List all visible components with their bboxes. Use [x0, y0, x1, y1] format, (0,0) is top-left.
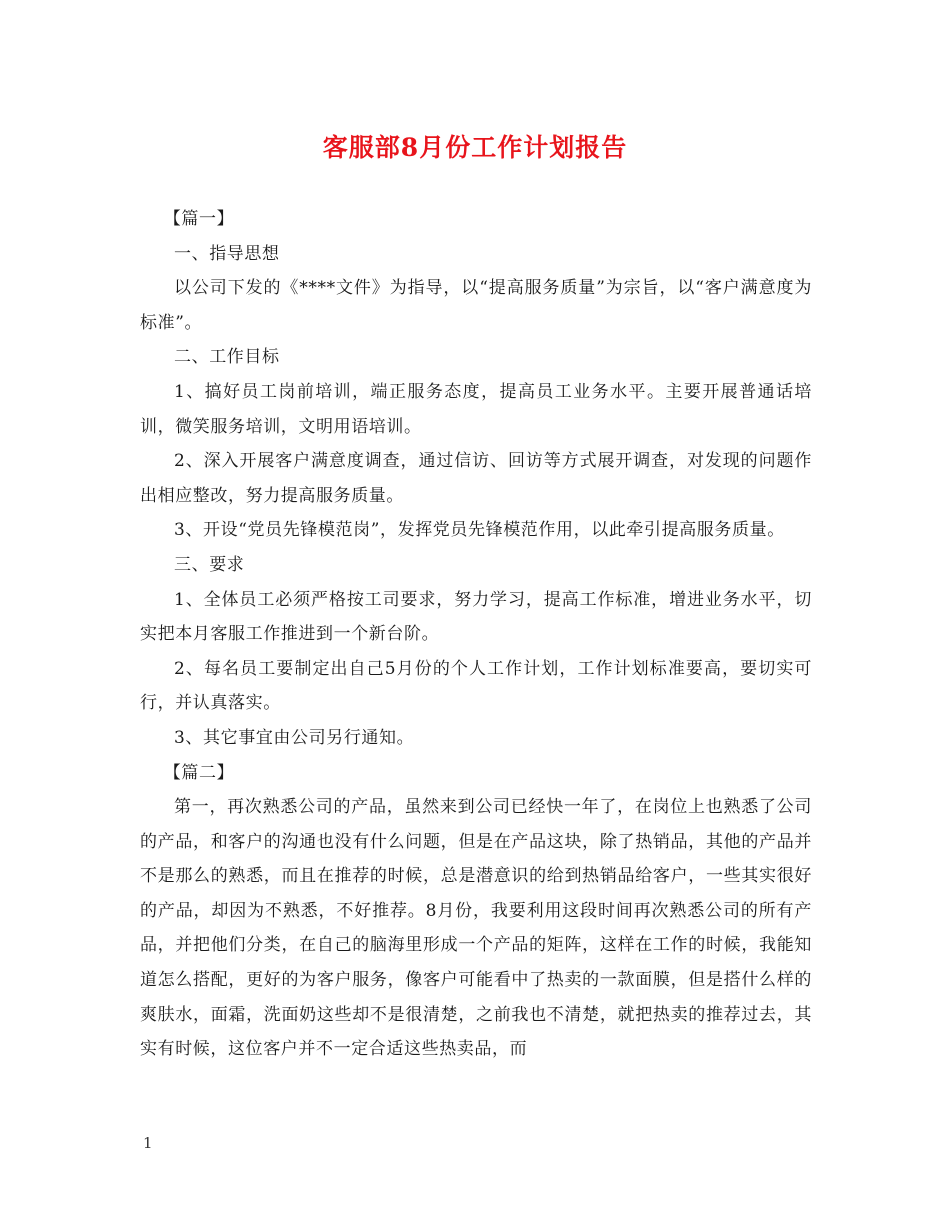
paragraph: 2、深入开展客户满意度调查，通过信访、回访等方式展开调查，对发现的问题作出相应整改，努力提高服务质量。	[140, 451, 812, 506]
paragraph: 2、每名员工要制定出自己5月份的个人工作计划，工作计划标准要高，要切实可行，并认真落实。	[140, 658, 812, 714]
document-body	[140, 202, 812, 1067]
paragraph: 3、开设“党员先锋模范岗”，发挥党员先锋模范作用，以此牵引提高服务质量。	[174, 520, 785, 541]
section-heading-part-two: 【篇二】	[163, 762, 235, 783]
document-title: 客服部8月份工作计划报告	[322, 133, 628, 162]
subheading-guiding-thought: 一、指导思想	[174, 243, 280, 264]
paragraph: 3、其它事宜由公司另行通知。	[174, 727, 415, 748]
paragraph: 1、全体员工必须严格按工司要求，努力学习，提高工作标准，增进业务水平，切实把本月客服工作推进到一个新台阶。	[140, 589, 812, 645]
section-heading-part-one: 【篇一】	[163, 209, 235, 229]
subheading-work-goals: 二、工作目标	[174, 347, 280, 368]
paragraph: 以公司下发的《****文件》为指导，以“提高服务质量”为宗旨，以“客户满意度为标准”。	[140, 278, 812, 333]
page-number: 1	[143, 1134, 153, 1152]
paragraph: 1、搞好员工岗前培训，端正服务态度，提高员工业务水平。主要开展普通话培训，微笑服务培训，文明用语培训。	[140, 381, 812, 437]
paragraph: 第一，再次熟悉公司的产品，虽然来到公司已经快一年了，在岗位上也熟悉了公司的产品，和客户的沟通也没有什么问题，但是在产品这块，除了热销品，其他的产品并不是那么的熟悉，而且在推荐的时候，总是潜意识的给到热销品给客户，一些其实很好的产品，却因为不熟悉，不好推荐。8月份，我要利用这段时间再次熟悉公司的所有产品，并把他们分类，在自己的脑海里形成一个产品的矩阵，这样在工作的时候，我能知道怎么搭配，更好的为客户服务，像客户可能看中了热卖的一款面膜，但是搭什么样的爽肤水，面霜，洗面奶这些却不是很清楚，之前我也不清楚，就把热卖的推荐过去，其实有时候，这位客户并不一定合适这些热卖品，而	[140, 797, 812, 1060]
subheading-requirements: 三、要求	[174, 554, 245, 575]
